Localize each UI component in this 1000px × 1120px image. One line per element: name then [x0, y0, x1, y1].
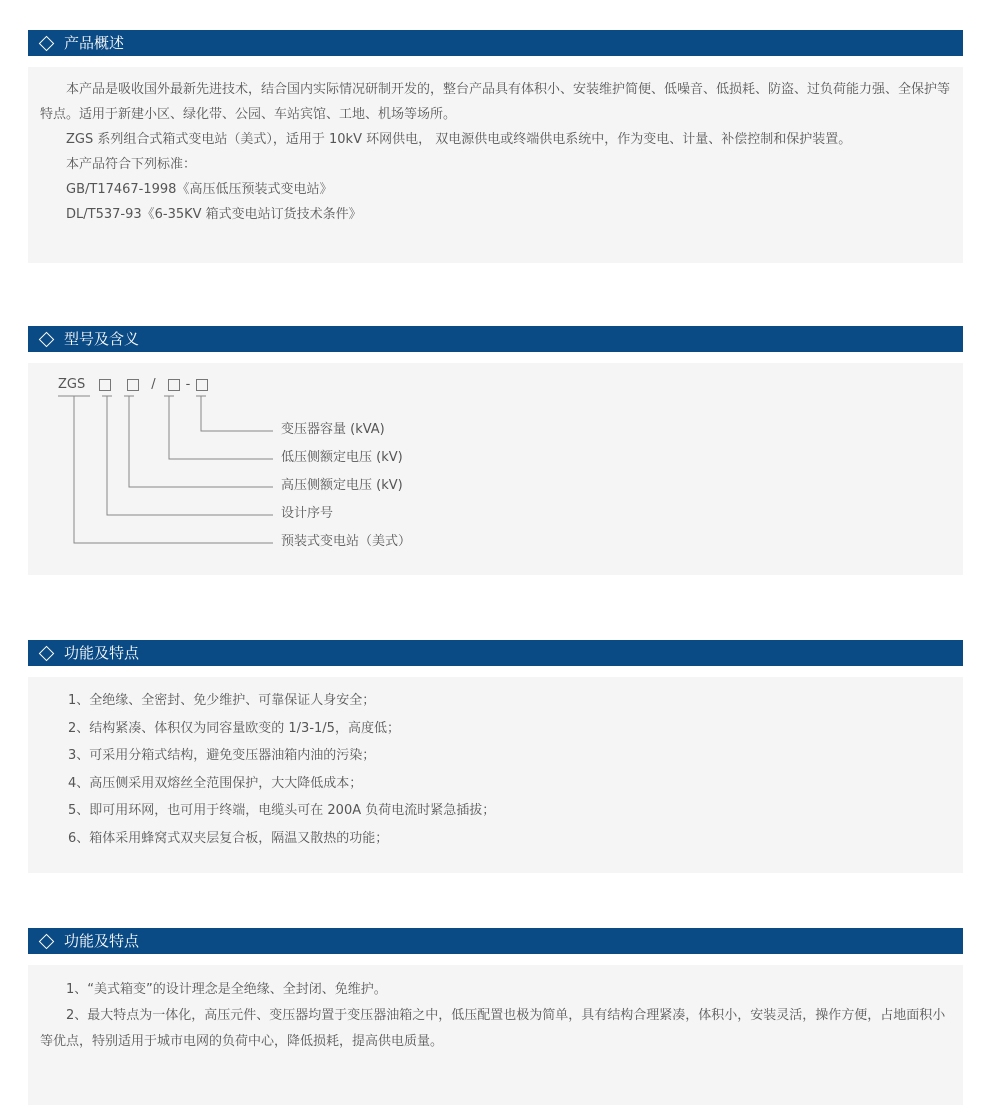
- section-header: [28, 928, 963, 954]
- model-code-separator: /: [151, 377, 156, 392]
- model-label-type: 预装式变电站（美式）: [281, 534, 412, 549]
- feature-item: 3、可采用分箱式结构，避免变压器油箱内油的污染；: [68, 748, 376, 763]
- overview-paragraph: 本产品符合下列标准：: [66, 157, 197, 172]
- section-content: [28, 677, 963, 873]
- section-header: [28, 640, 963, 666]
- section-header: [28, 30, 963, 56]
- section-title: 产品概述: [64, 34, 125, 52]
- section-features-2: [28, 928, 963, 1105]
- feature-paragraph: 1、“美式箱变”的设计理念是全绝缘、全封闭、免维护。: [66, 982, 387, 997]
- model-code-separator: -: [185, 377, 191, 392]
- section-title: 功能及特点: [64, 932, 140, 950]
- feature-item: 1、全绝缘、全密封、免少维护、可靠保证人身安全；: [68, 693, 376, 708]
- feature-paragraph: 2、最大特点为一体化，高压元件、变压器均置于变压器油箱之中，低压配置也极为简单，具有结构合理紧凑，体积小，安装灵活，操作方便，占地面积小等优点，特别适用于城市电网的负荷中心，降低损耗，提高供电质量。: [40, 1008, 946, 1049]
- model-label-hv-voltage: 高压侧额定电压 (kV): [281, 478, 403, 493]
- model-label-design-number: 设计序号: [281, 506, 334, 521]
- diamond-outline-icon: [39, 645, 55, 661]
- diamond-outline-icon: [39, 35, 55, 51]
- feature-item: 2、结构紧凑、体积仅为同容量欧变的 1/3-1/5，高度低；: [68, 720, 400, 736]
- feature-item: 6、箱体采用蜂窝式双夹层复合板，隔温又散热的功能；: [68, 830, 389, 846]
- section-content: [28, 67, 963, 263]
- model-leader-lines: [28, 363, 963, 575]
- overview-paragraph: 本产品是吸收国外最新先进技术，结合国内实际情况研制开发的，整台产品具有体积小、安装维护简便、低噪音、低损耗、防盗、过负荷能力强、全保护等特点。适用于新建小区、绿化带、公园、车站宾馆、工地、机场等场所。: [40, 82, 951, 122]
- section-title: 功能及特点: [64, 644, 140, 662]
- section-header: [28, 326, 963, 352]
- section-overview: [28, 30, 963, 263]
- section-model: [28, 326, 963, 575]
- section-title: 型号及含义: [64, 330, 140, 348]
- model-label-capacity: 变压器容量 (kVA): [281, 422, 385, 437]
- section-content: [28, 363, 963, 575]
- section-content: [28, 965, 963, 1105]
- diamond-outline-icon: [39, 331, 55, 347]
- feature-item: 4、高压侧采用双熔丝全范围保护，大大降低成本；: [68, 775, 363, 791]
- standard-item: GB/T17467-1998《高压低压预装式变电站》: [66, 182, 333, 197]
- model-label-lv-voltage: 低压侧额定电压 (kV): [281, 450, 403, 465]
- model-diagram: [28, 363, 963, 575]
- section-features: [28, 640, 963, 873]
- feature-item: 5、即可用环网，也可用于终端，电缆头可在 200A 负荷电流时紧急插拔；: [68, 803, 496, 818]
- overview-paragraph: ZGS 系列组合式箱式变电站（美式），适用于 10kV 环网供电， 双电源供电或终端供电系统中，作为变电、计量、补偿控制和保护装置。: [66, 132, 852, 147]
- model-code-prefix: ZGS: [58, 377, 86, 392]
- standard-item: DL/T537-93《6-35KV 箱式变电站订货技术条件》: [66, 207, 362, 222]
- diamond-outline-icon: [39, 933, 55, 949]
